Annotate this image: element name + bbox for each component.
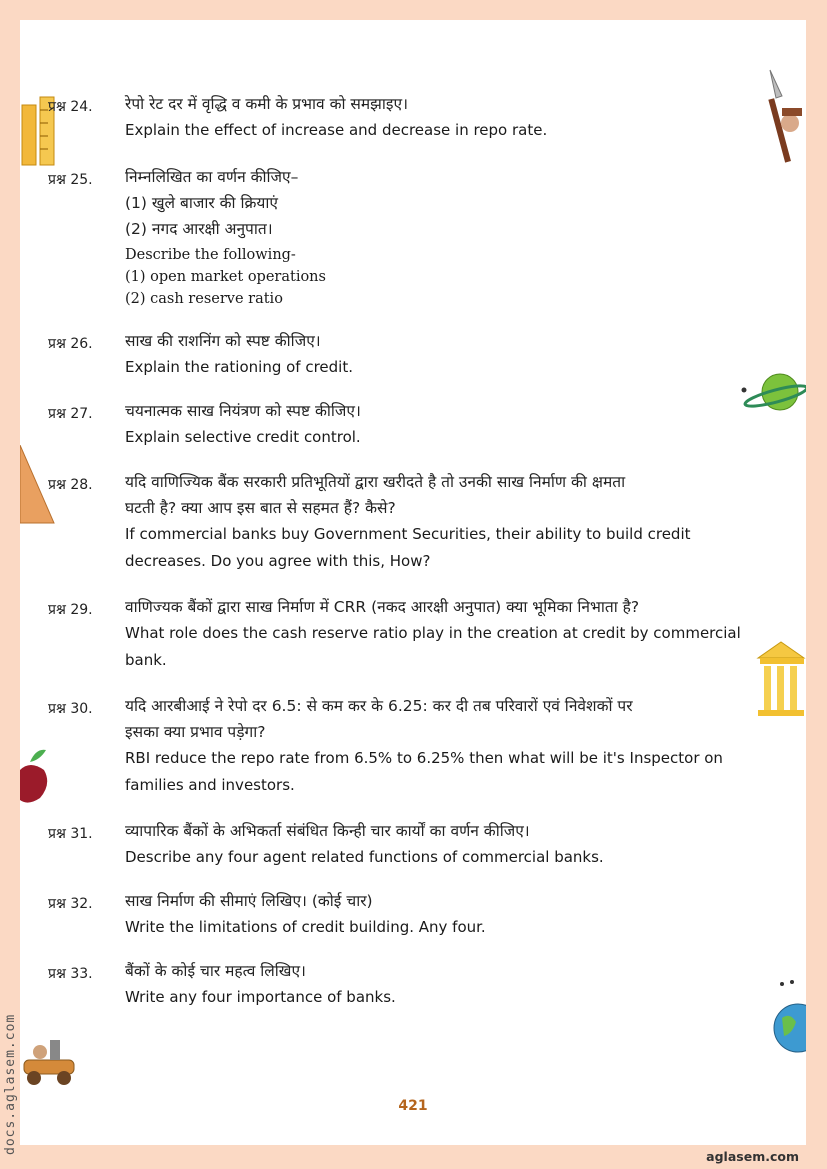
question-text-hindi: घटती है? क्या आप इस बात से सहमत हैं? कैसे?	[125, 499, 396, 517]
question-text-english: families and investors.	[125, 776, 295, 794]
question-text-hindi: यदि वाणिज्यिक बैंक सरकारी प्रतिभूतियों द्वारा खरीदते है तो उनकी साख निर्माण की क्षमता	[125, 473, 626, 491]
question-text-english: Describe any four agent related functions of commercial banks.	[125, 848, 604, 866]
document-page	[20, 20, 806, 1145]
question-number: प्रश्न 31.	[48, 826, 93, 842]
page-number: 421	[398, 1098, 428, 1114]
globe-icon	[772, 978, 806, 1056]
question-text-hindi: इसका क्या प्रभाव पड़ेगा?	[125, 723, 266, 741]
question-number: प्रश्न 24.	[48, 99, 93, 115]
question-number: प्रश्न 25.	[48, 172, 93, 188]
question-text-english: If commercial banks buy Government Securities, their ability to build credit	[125, 525, 691, 543]
question-text-hindi: चयनात्मक साख नियंत्रण को स्पष्ट कीजिए।	[125, 402, 361, 420]
question-text-english: Explain the rationing of credit.	[125, 358, 353, 376]
question-text-english: Explain selective credit control.	[125, 428, 361, 446]
question-number: प्रश्न 32.	[48, 896, 93, 912]
question-text-english: (2) cash reserve ratio	[125, 291, 283, 307]
question-text-hindi: यदि आरबीआई ने रेपो दर 6.5: से कम कर के 6.25: कर दी तब परिवारों एवं निवेशकों पर	[125, 697, 633, 715]
watermark-text: docs.aglasem.com	[3, 1013, 18, 1155]
question-text-hindi: रेपो रेट दर में वृद्धि व कमी के प्रभाव को समझाइए।	[125, 95, 408, 113]
question-text-hindi: साख निर्माण की सीमाएं लिखिए। (कोई चार)	[125, 892, 373, 910]
question-text-hindi: निम्नलिखित का वर्णन कीजिए–	[125, 168, 299, 186]
apple-icon	[20, 740, 52, 808]
question-text-hindi: व्यापारिक बैंकों के अभिकर्ता संबंधित किन्ही चार कार्यों का वर्णन कीजिए।	[125, 822, 530, 840]
question-text-english: What role does the cash reserve ratio play in the creation at credit by commercial	[125, 624, 741, 642]
question-text-hindi: साख की राशनिंग को स्पष्ट कीजिए।	[125, 332, 321, 350]
cart-illustration-icon	[20, 1030, 82, 1088]
question-number: प्रश्न 28.	[48, 477, 93, 493]
footer-link[interactable]: aglasem.com	[706, 1149, 799, 1164]
question-text-hindi: वाणिज्यक बैंकों द्वारा साख निर्माण में CRR (नकद आरक्षी अनुपात) क्या भूमिका निभाता है?	[125, 598, 640, 616]
question-text-hindi: (2) नगद आरक्षी अनुपात।	[125, 220, 273, 238]
question-text-hindi: (1) खुले बाजार की क्रियाएं	[125, 194, 278, 212]
question-text-english: Write the limitations of credit building. Any four.	[125, 918, 486, 936]
question-text-english: (1) open market operations	[125, 269, 326, 285]
question-number: प्रश्न 29.	[48, 602, 93, 618]
question-text-english: Describe the following-	[125, 247, 296, 263]
question-number: प्रश्न 30.	[48, 701, 93, 717]
question-text-english: Explain the effect of increase and decrease in repo rate.	[125, 121, 548, 139]
question-number: प्रश्न 27.	[48, 406, 93, 422]
question-text-english: bank.	[125, 651, 167, 669]
question-text-hindi: बैंकों के कोई चार महत्व लिखिए।	[125, 962, 306, 980]
question-text-english: RBI reduce the repo rate from 6.5% to 6.25% then what will be it's Inspector on	[125, 749, 723, 767]
question-number: प्रश्न 33.	[48, 966, 93, 982]
question-text-english: decreases. Do you agree with this, How?	[125, 552, 431, 570]
question-text-english: Write any four importance of banks.	[125, 988, 396, 1006]
question-number: प्रश्न 26.	[48, 336, 93, 352]
